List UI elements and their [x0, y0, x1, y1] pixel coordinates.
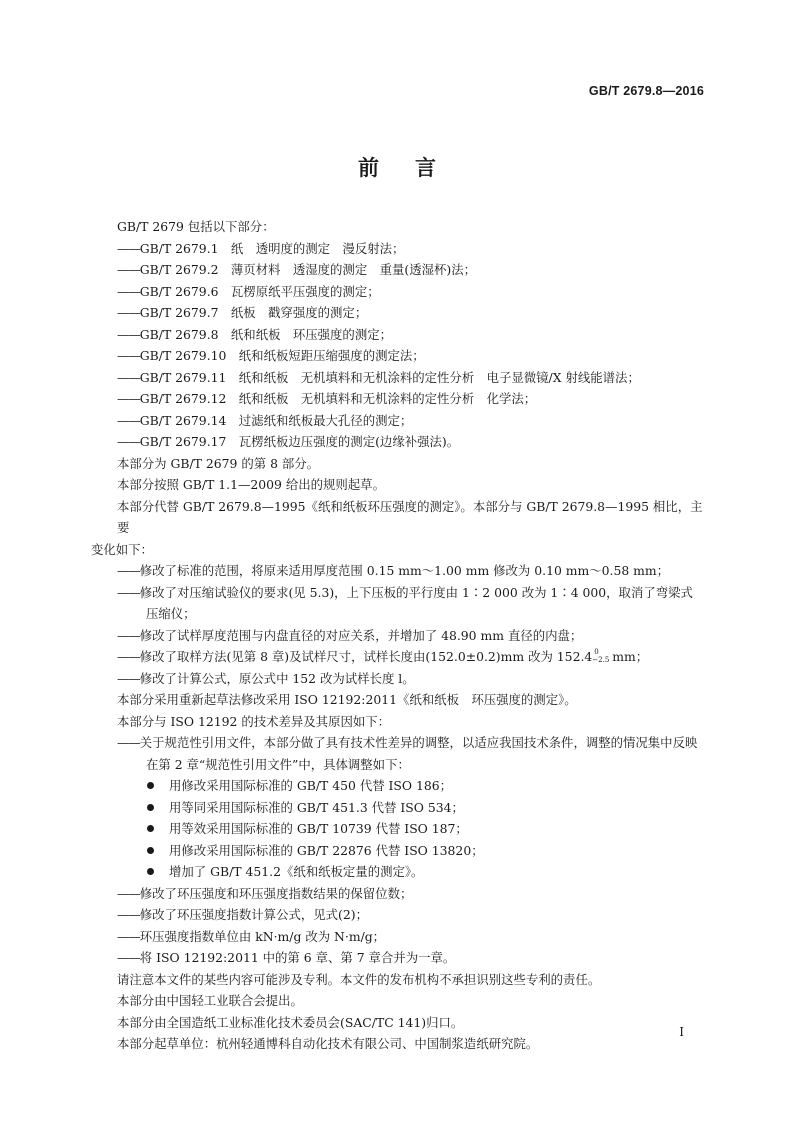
bullet-icon: [147, 782, 154, 789]
proposed-by: 本部分由中国轻工业联合会提出。: [117, 993, 303, 1008]
bullet-item: [91, 775, 705, 797]
tolerance-lower: −2.5: [592, 656, 610, 664]
patent-notice: 请注意本文件的某些内容可能涉及专利。本文件的发布机构不承担识别这些专利的责任。: [117, 971, 601, 987]
bullet-text: 用等效采用国际标准的 GB/T 10739 代替 ISO 187；: [169, 821, 468, 836]
change-item: —— 修改了标准的范围，将原来适用厚度范围 0.15 mm～1.00 mm 修改为 0.10 mm～0.58 mm；: [91, 560, 705, 582]
intro-paragraph: GB/T 2679 包括以下部分：: [117, 219, 275, 234]
page-number: I: [679, 1025, 684, 1039]
bullet-item: [91, 861, 705, 883]
part-item: —— GB/T 2679.10 纸和纸板短距压缩强度的测定法；: [91, 345, 705, 367]
replacement-paragraph-continued: 变化如下：: [91, 541, 153, 557]
iso-adoption-paragraph: 本部分采用重新起草法修改采用 ISO 12192:2011《纸和纸板 环压强度的测定》。: [117, 692, 577, 707]
bullet-text: 用修改采用国际标准的 GB/T 450 代替 ISO 186；: [169, 778, 453, 793]
bullet-text: 用修改采用国际标准的 GB/T 22876 代替 ISO 13820；: [169, 842, 484, 858]
bullet-text: 用等同采用国际标准的 GB/T 451.3 代替 ISO 534；: [169, 799, 464, 815]
bullet-item: [91, 818, 705, 840]
tolerance: [592, 648, 610, 664]
change-text: 修改了取样方法(见第 8 章)及试样尺寸，试样长度由(152.0±0.2)mm 改为 152.4: [139, 649, 593, 664]
bullet-item: [91, 840, 705, 862]
part-item: —— GB/T 2679.6 瓦楞原纸平压强度的测定；: [91, 281, 705, 303]
standard-number: GB/T 2679.8—2016: [588, 84, 704, 98]
difference-item: —— 修改了环压强度指数计算公式，见式(2)；: [91, 904, 705, 926]
part-item: —— GB/T 2679.7 纸板 戳穿强度的测定；: [91, 302, 705, 324]
part-item: —— GB/T 2679.11 纸和纸板 无机填料和无机涂料的定性分析 电子显微镜/X 射线能谱法；: [91, 367, 705, 389]
difference-item: —— 关于规范性引用文件，本部分做了具有技术性差异的调整，以适应我国技术条件，调整的情况集中反映在第 2 章“规范性引用文件”中，具体调整如下：: [91, 732, 705, 775]
difference-item: —— 环压强度指数单位由 kN·m/g 改为 N·m/g；: [91, 926, 705, 948]
tolerance-upper: 0: [594, 648, 599, 656]
document-body: [91, 216, 705, 1055]
bullet-icon: [147, 825, 154, 832]
drafting-rules-paragraph: 本部分按照 GB/T 1.1—2009 给出的规则起草。: [117, 477, 385, 492]
change-item: —— 修改了计算公式，原公式中 152 改为试样长度 l。: [91, 668, 705, 690]
change-item: —— 修改了对压缩试验仪的要求(见 5.3)，上下压板的平行度由 1∶2 000 改为 1∶4 000，取消了弯梁式压缩仪；: [91, 582, 705, 625]
part-number-paragraph: 本部分为 GB/T 2679 的第 8 部分。: [117, 455, 320, 471]
technical-differences-paragraph: 本部分与 ISO 12192 的技术差异及其原因如下：: [117, 713, 391, 729]
difference-item: —— 将 ISO 12192:2011 中的第 6 章、第 7 章合并为一章。: [91, 947, 705, 969]
bullet-text: 增加了 GB/T 451.2《纸和纸板定量的测定》。: [169, 864, 424, 879]
drafting-units: 本部分起草单位：杭州轻通博科自动化技术有限公司、中国制浆造纸研究院。: [117, 1036, 539, 1051]
part-item: —— GB/T 2679.12 纸和纸板 无机填料和无机涂料的定性分析 化学法；: [91, 388, 705, 410]
part-item: —— GB/T 2679.1 纸 透明度的测定 漫反射法；: [91, 238, 705, 260]
change-item: —— 修改了试样厚度范围与内盘直径的对应关系，并增加了 48.90 mm 直径的内盘；: [91, 625, 705, 647]
bullet-icon: [147, 847, 154, 854]
difference-item: —— 修改了环压强度和环压强度指数结果的保留位数；: [91, 883, 705, 905]
replacement-paragraph: 本部分代替 GB/T 2679.8—1995《纸和纸板环压强度的测定》。本部分与 GB/T 2679.8—1995 相比，主要: [117, 498, 703, 535]
centralized-by: 本部分由全国造纸工业标准化技术委员会(SAC/TC 141)归口。: [117, 1014, 464, 1030]
bullet-icon: [147, 868, 154, 875]
part-item: —— GB/T 2679.14 过滤纸和纸板最大孔径的测定；: [91, 410, 705, 432]
bullet-icon: [147, 804, 154, 811]
part-item: —— GB/T 2679.17 瓦楞纸板边压强度的测定(边缘补强法)。: [91, 431, 705, 453]
part-item: —— GB/T 2679.2 薄页材料 透湿度的测定 重量(透湿杯)法；: [91, 259, 705, 281]
part-item: —— GB/T 2679.8 纸和纸板 环压强度的测定；: [91, 324, 705, 346]
bullet-item: [91, 797, 705, 819]
change-item-sample-length: [91, 646, 705, 668]
page-title: 前言: [358, 155, 472, 180]
change-text-unit: mm；: [608, 649, 649, 664]
